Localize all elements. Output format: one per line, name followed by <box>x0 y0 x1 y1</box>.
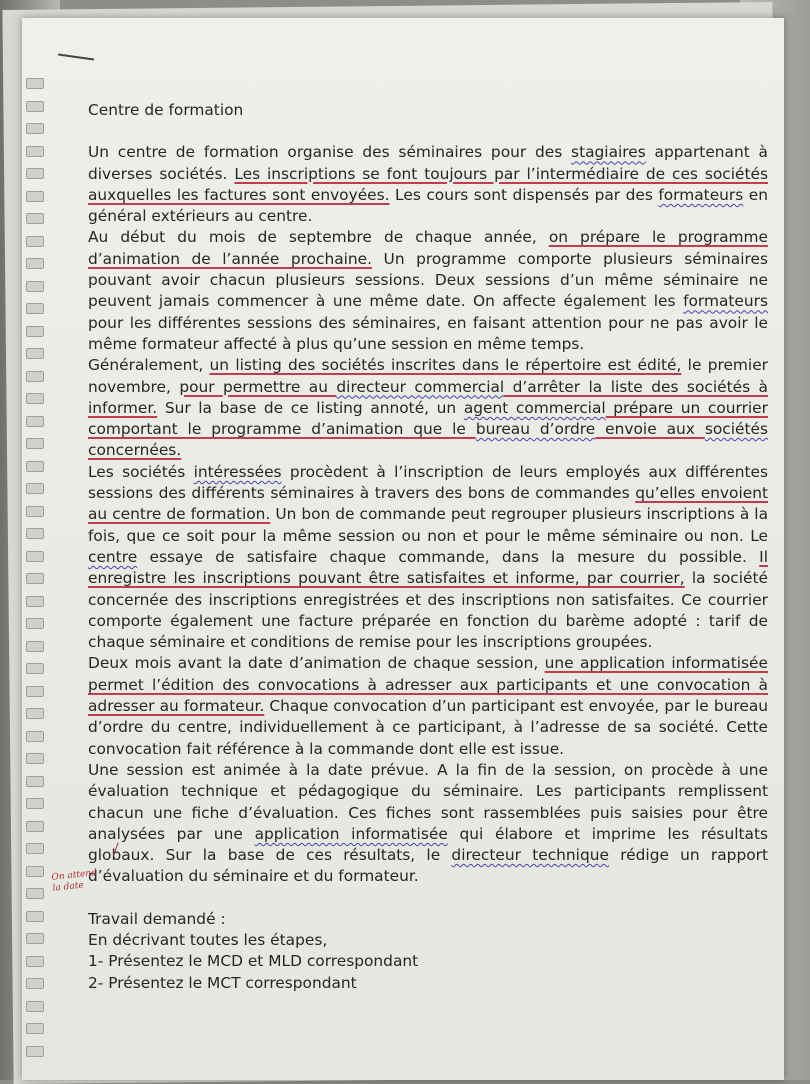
red-underline-3-2: un listing des sociétés inscrites dans le répertoire est édité, <box>209 356 682 375</box>
binder-hole <box>26 911 44 922</box>
binder-hole <box>26 933 44 944</box>
paragraph-3: Généralement, un listing des sociétés inscrites dans le répertoire est édité, le premier novembre, pour permettre au directeur commercial d’arrêter la liste des sociétés à informer. Sur la base de ce listing annoté, un agent commercial prépare un courrier comportant le programme d’animation que le bureau d’ordre envoie aux sociétés concernées. <box>88 356 768 460</box>
binder-hole <box>26 731 44 742</box>
binder-hole <box>26 866 44 877</box>
binder-hole <box>26 303 44 314</box>
binder-hole <box>26 1046 44 1057</box>
paragraph-2: Au début du mois de septembre de chaque année, on prépare le programme d’animation de l’année prochaine. Un programme comporte plusieurs séminaires pouvant avoir chacun plusieurs sessions. Deux sessions d’un même séminaire ne peuvent jamais commencer à une même date. On affecte également les formateurs pour les différentes sessions des séminaires, en faisant attention pour ne pas avoir le même formateur affecté à plus qu’une session en même temps. <box>88 228 768 353</box>
binder-hole <box>26 416 44 427</box>
red-underline-4-8: Il enregistre les inscriptions pouvant être satisfaites et informe, par courrier, <box>88 547 768 588</box>
blue-underline-2-4: formateurs <box>683 292 768 311</box>
binder-hole <box>26 596 44 607</box>
paragraph-5: Deux mois avant la date d’animation de chaque session, une application informatisée permet l’édition des convocations à adresser aux participants et une convocation à adresser au formateur. Chaque convocation d’un participant est envoyée, par le bureau d’ordre du centre, individuellement à ce participant, à l’adresse de sa société. Cette convocation fait référence à la commande dont elle est issue. <box>88 654 769 758</box>
blue-underline-3-12: sociétés <box>704 420 768 439</box>
blue-underline-4-2: intéressées <box>193 462 282 481</box>
red-underline-5-2: une application informatisée permet l’édition des convocations à adresser aux participants et une convocation à adresser au formateur. <box>88 654 768 716</box>
binder-hole <box>26 573 44 584</box>
paragraph-4: Les sociétés intéressées procèdent à l’inscription de leurs employés aux différentes sessions des différents séminaires à travers des bons de commandes qu’elles envoient au centre de formation. Un bon de commande peut regrouper plusieurs inscriptions à la fois, que ce soit pour la même session ou non et pour le même séminaire ou non. Le centre essaye de satisfaire chaque commande, dans la mesure du possible. Il enregistre les inscriptions pouvant être satisfaites et informe, par courrier, la société concernée des inscriptions enregistrées et des inscriptions non satisfaites. Ce courrier comporte également une facture préparée en fonction du barème adopté : tarif de chaque séminaire et conditions de remise pour les inscriptions groupées. <box>88 462 769 652</box>
blue-underline-6-2: application informatisée <box>254 824 448 843</box>
binder-hole <box>26 281 44 292</box>
task-item-1: 1- Présentez le MCD et MLD correspondant <box>88 952 419 971</box>
blue-underline-1-6: formateurs <box>658 185 744 204</box>
binder-hole <box>26 101 44 112</box>
binder-hole <box>26 213 44 224</box>
paragraphs <box>88 142 768 887</box>
binder-hole <box>26 191 44 202</box>
paragraph-1: Un centre de formation organise des séminaires pour des stagiaires appartenant à diverses sociétés. Les inscriptions se font toujours par l’intermédiaire de ces sociétés auxquelles les factures sont envoyées. Les cours sont dispensés par des formateurs en général extérieurs au centre. <box>88 143 768 226</box>
binder-hole <box>26 686 44 697</box>
blue-underline-3-8: agent commercial <box>463 398 606 417</box>
red-underline-2-2: on prépare le programme d’animation de l’année prochaine. <box>88 228 768 268</box>
binder-hole <box>26 776 44 787</box>
blue-underline-6-4: directeur technique <box>451 846 609 865</box>
binder-hole <box>26 641 44 652</box>
red-underline-3-6: d’arrêter la liste des sociétés à informer. <box>88 377 768 417</box>
binder-hole <box>26 168 44 179</box>
binder-hole <box>26 978 44 989</box>
blue-underline-3-10: bureau d’ordre <box>475 420 596 439</box>
binder-hole <box>26 78 44 89</box>
binder-hole <box>26 236 44 247</box>
binder-hole <box>26 843 44 854</box>
binder-hole <box>26 956 44 967</box>
document-page <box>22 18 784 1080</box>
binder-hole <box>26 326 44 337</box>
document-title: Centre de formation <box>88 101 244 119</box>
binder-hole <box>26 753 44 764</box>
binder-hole <box>26 461 44 472</box>
binder-hole <box>26 551 44 562</box>
binder-hole <box>26 371 44 382</box>
blue-underline-1-2: stagiaires <box>571 143 646 162</box>
binder-hole <box>26 821 44 832</box>
document-body <box>88 100 768 994</box>
task-heading: Travail demandé : <box>88 909 226 928</box>
paragraph-6: Une session est animée à la date prévue. A la fin de la session, on procède à une évaluation technique et pédagogique du séminaire. Les participants remplissent chacun une fiche d’évaluation. Ces fiches sont rassemblées puis saisies pour être analysées par une application informatisée qui élabore et imprime les résultats globaux. Sur la base de ces résultats, le directeur technique rédige un rapport d’évaluation du séminaire et du formateur. <box>88 760 768 886</box>
task-item-2: 2- Présentez le MCT correspondant <box>88 973 357 992</box>
red-underline-3-9: prépare un courrier comportant le programme d’animation que le <box>88 398 768 439</box>
red-underline-1-4: Les inscriptions se font toujours par l’intermédiaire de ces sociétés auxquelles les factures sont envoyées. <box>88 164 768 204</box>
binder-hole <box>26 708 44 719</box>
binder-hole <box>26 258 44 269</box>
binder-hole <box>26 663 44 674</box>
binder-hole <box>26 798 44 809</box>
blue-underline-3-5: directeur commercial <box>336 377 505 396</box>
binder-hole <box>26 1001 44 1012</box>
binder-hole <box>26 1023 44 1034</box>
binder-hole <box>26 483 44 494</box>
binder-hole <box>26 348 44 359</box>
task-intro: En décrivant toutes les étapes, <box>88 930 328 949</box>
binder-hole <box>26 506 44 517</box>
binder-hole <box>26 618 44 629</box>
binder-holes <box>26 78 52 1078</box>
binder-hole <box>26 123 44 134</box>
blue-underline-4-6: centre <box>88 547 138 566</box>
binder-hole <box>26 393 44 404</box>
red-underline-4-4: qu’elles envoient au centre de formation. <box>88 484 768 524</box>
red-underline-3-11: envoie aux <box>595 420 705 439</box>
binder-hole <box>26 528 44 539</box>
red-underline-3-13: concernées. <box>88 441 182 460</box>
binder-hole <box>26 438 44 449</box>
binder-hole <box>26 888 44 899</box>
handwritten-margin-note: On attend la date <box>50 868 98 894</box>
binder-hole <box>26 146 44 157</box>
red-underline-3-4: pour permettre au <box>179 377 337 396</box>
pen-dash-mark <box>58 54 94 61</box>
